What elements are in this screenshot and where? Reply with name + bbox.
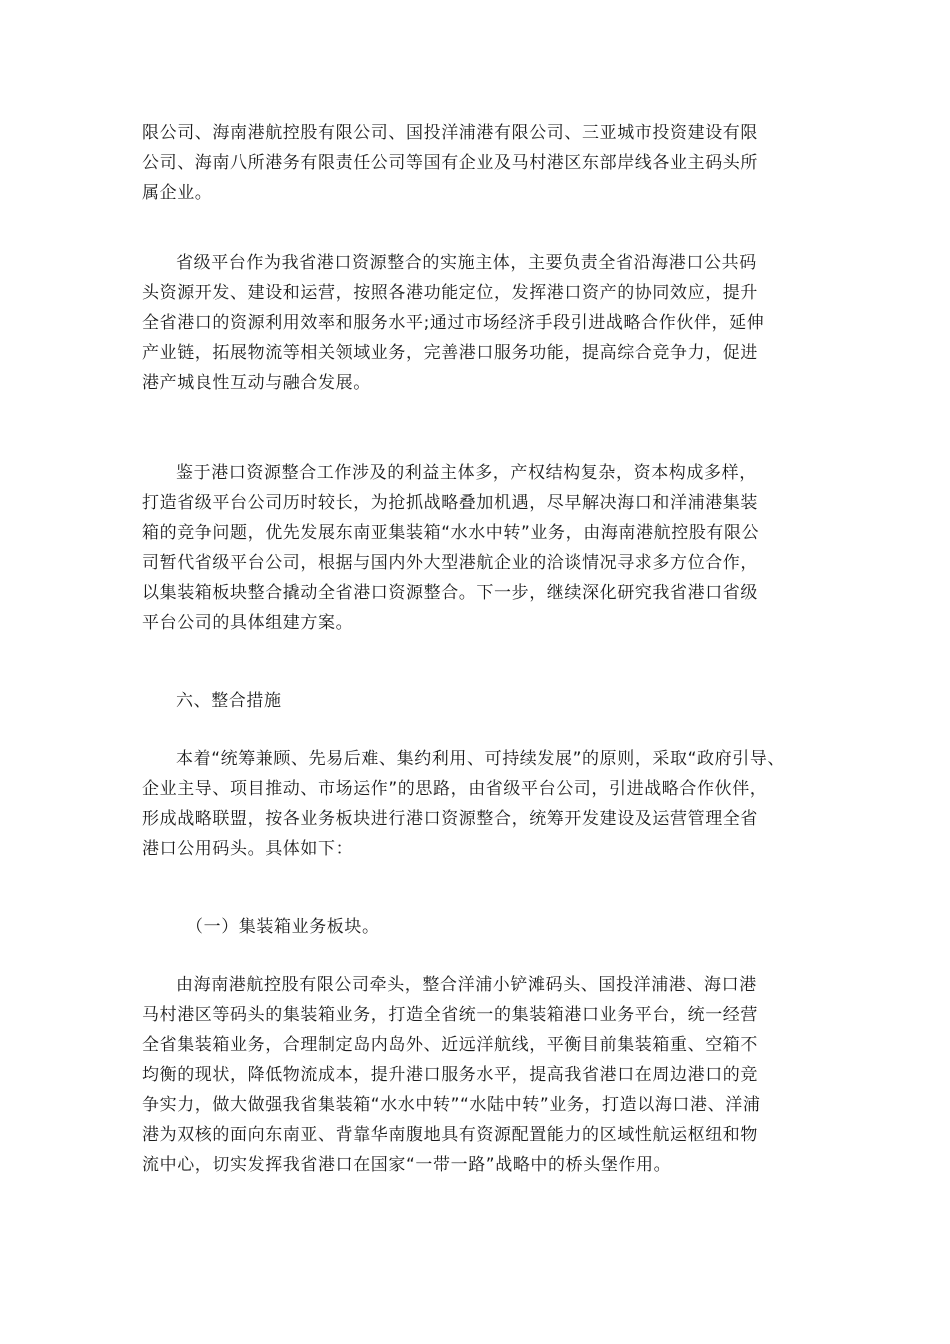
text-line: 公司、海南八所港务有限责任公司等国有企业及马村港区东部岸线各业主码头所 (142, 153, 758, 173)
text-line: 本着“统筹兼顾、先易后难、集约利用、可持续发展”的原则，采取“政府引导、 (176, 749, 786, 769)
text-line: 箱的竞争问题，优先发展东南亚集装箱“水水中转”业务，由海南港航控股有限公 (142, 523, 760, 543)
section-heading-measures (142, 686, 822, 716)
text-line: 打造省级平台公司历时较长，为抢抓战略叠加机遇，尽早解决海口和洋浦港集装 (142, 493, 758, 513)
text-line: 港为双核的面向东南亚、背靠华南腹地具有资源配置能力的区域性航运枢纽和物 (142, 1125, 758, 1145)
text-line: 属企业。 (142, 183, 213, 203)
text-line: 全省集装箱业务，合理制定岛内岛外、近远洋航线，平衡目前集装箱重、空箱不 (142, 1035, 758, 1055)
text-line: 限公司、海南港航控股有限公司、国投洋浦港有限公司、三亚城市投资建设有限 (142, 123, 758, 143)
paragraph-principles (142, 744, 822, 864)
text-line: 由海南港航控股有限公司牵头，整合洋浦小铲滩码头、国投洋浦港、海口港 (176, 975, 757, 995)
section-heading: 六、整合措施 (176, 691, 282, 711)
text-line: 省级平台作为我省港口资源整合的实施主体，主要负责全省沿海港口公共码 (176, 253, 757, 273)
text-line: 均衡的现状，降低物流成本，提升港口服务水平，提高我省港口在周边港口的竞 (142, 1065, 758, 1085)
paragraph-company-list (142, 118, 822, 208)
text-line: 司暂代省级平台公司，根据与国内外大型港航企业的洽谈情况寻求多方位合作， (142, 553, 758, 573)
text-line: 平台公司的具体组建方案。 (142, 613, 354, 633)
subsection-heading: （一）集装箱业务板块。 (186, 917, 380, 937)
text-line: 鉴于港口资源整合工作涉及的利益主体多，产权结构复杂，资本构成多样， (176, 463, 757, 483)
text-line: 企业主导、项目推动、市场运作”的思路，由省级平台公司，引进战略合作伙伴， (142, 779, 768, 799)
text-line: 港口公用码头。具体如下： (142, 839, 354, 859)
text-line: 形成战略联盟，按各业务板块进行港口资源整合，统筹开发建设及运营管理全省 (142, 809, 758, 829)
text-line: 头资源开发、建设和运营，按照各港功能定位，发挥港口资产的协同效应，提升 (142, 283, 758, 303)
text-line: 争实力，做大做强我省集装箱“水水中转”“水陆中转”业务，打造以海口港、洋浦 (142, 1095, 761, 1115)
text-line: 港产城良性互动与融合发展。 (142, 373, 371, 393)
paragraph-integration-approach (142, 458, 822, 638)
text-line: 流中心，切实发挥我省港口在国家“一带一路”战略中的桥头堡作用。 (142, 1155, 672, 1175)
text-line: 以集装箱板块整合撬动全省港口资源整合。下一步，继续深化研究我省港口省级 (142, 583, 758, 603)
paragraph-container-business (142, 970, 822, 1180)
text-line: 马村港区等码头的集装箱业务，打造全省统一的集装箱港口业务平台，统一经营 (142, 1005, 758, 1025)
text-line: 全省港口的资源利用效率和服务水平;通过市场经济手段引进战略合作伙伴，延伸 (142, 313, 765, 333)
subsection-heading-container (142, 912, 822, 942)
text-line: 产业链，拓展物流等相关领域业务，完善港口服务功能，提高综合竞争力，促进 (142, 343, 758, 363)
paragraph-provincial-platform (142, 248, 822, 398)
